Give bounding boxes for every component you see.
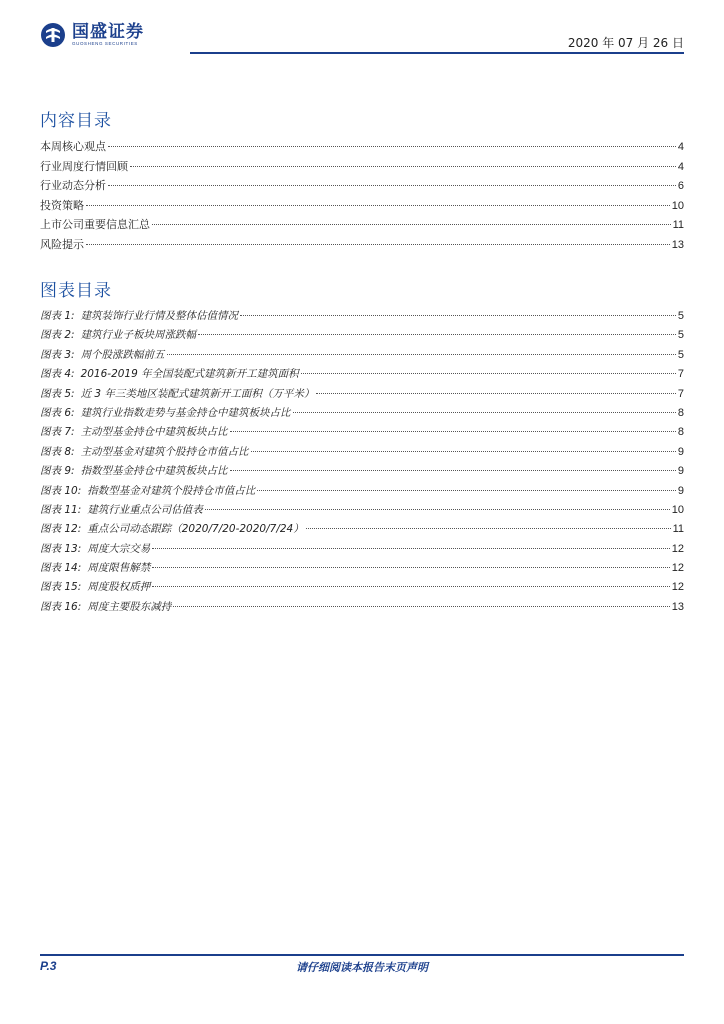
figure-entry-title: 建筑行业重点公司估值表 <box>87 503 203 516</box>
dot-leader <box>301 373 676 374</box>
dot-leader <box>251 451 676 452</box>
contents-title: 内容目录 <box>40 111 112 131</box>
figure-entry-number: 图表 12: <box>40 523 82 536</box>
dot-leader <box>306 528 671 529</box>
figure-entry[interactable] <box>40 463 684 482</box>
figure-entry-number: 图表 3: <box>40 348 75 361</box>
figure-entry-number: 图表 13: <box>40 542 82 555</box>
dot-leader <box>152 586 670 587</box>
toc-entry-page: 4 <box>677 141 684 153</box>
figure-entry-title: 重点公司动态跟踪（2020/7/20-2020/7/24） <box>87 523 304 536</box>
dot-leader <box>240 315 676 316</box>
toc-entry-label: 本周核心观点 <box>40 140 106 153</box>
toc-entry-label: 风险提示 <box>40 237 84 251</box>
figure-entry-title: 2016-2019 年全国装配式建筑新开工建筑面积 <box>80 368 299 381</box>
figure-entry-page: 10 <box>671 503 684 516</box>
dot-leader <box>293 412 676 413</box>
figure-entry-number: 图表 10: <box>40 484 82 497</box>
figure-entry[interactable] <box>40 405 684 424</box>
figure-entry-page: 5 <box>677 329 684 342</box>
figure-entry-title: 指数型基金持仓中建筑板块占比 <box>80 465 228 478</box>
toc-entry-label: 行业动态分析 <box>40 179 106 192</box>
figure-entry-number: 图表 1: <box>40 310 75 322</box>
figure-entry-number: 图表 6: <box>40 406 75 419</box>
toc-entry-page: 6 <box>677 180 684 192</box>
figure-entry-page: 9 <box>677 445 684 458</box>
figure-entry[interactable] <box>40 541 684 560</box>
figure-entry-number: 图表 11: <box>40 503 82 516</box>
figure-entry-title: 周度主要股东减持 <box>87 600 172 613</box>
figure-entry[interactable] <box>40 327 684 346</box>
figure-entry-page: 8 <box>677 406 684 419</box>
dot-leader <box>108 146 676 147</box>
dot-leader <box>152 567 670 568</box>
dot-leader <box>167 354 676 355</box>
figure-entry-page: 12 <box>671 542 684 555</box>
figure-entry-title: 建筑行业指数走势与基金持仓中建筑板块占比 <box>80 406 291 419</box>
figures-list <box>40 308 684 618</box>
figure-entry-title: 主动型基金持仓中建筑板块占比 <box>80 426 228 439</box>
figure-entry-title: 建筑装饰行业行情及整体估值情况 <box>80 310 239 322</box>
figure-entry[interactable] <box>40 424 684 443</box>
toc-entry-page: 4 <box>677 160 684 173</box>
figure-entry-page: 13 <box>671 600 684 613</box>
figure-entry[interactable] <box>40 521 684 540</box>
logo-icon <box>40 22 66 48</box>
figure-entry[interactable] <box>40 444 684 463</box>
dot-leader <box>86 205 670 206</box>
figure-entry-title: 周个股涨跌幅前五 <box>80 348 165 361</box>
dot-leader <box>257 490 676 491</box>
figure-entry-number: 图表 2: <box>40 329 75 342</box>
toc-entry-page: 13 <box>671 238 684 251</box>
dot-leader <box>205 509 670 510</box>
toc-entry-label: 投资策略 <box>40 198 84 212</box>
figure-entry-page: 8 <box>677 426 684 439</box>
dot-leader <box>230 470 676 471</box>
toc-entry-label: 上市公司重要信息汇总 <box>40 218 150 231</box>
toc-entry[interactable] <box>40 236 684 256</box>
toc-entry[interactable] <box>40 138 684 158</box>
figure-entry-number: 图表 4: <box>40 368 75 381</box>
dot-leader <box>152 548 670 549</box>
figure-entry-page: 11 <box>672 523 684 536</box>
figure-entry-title: 主动型基金对建筑个股持仓市值占比 <box>80 445 249 458</box>
dot-leader <box>152 224 671 225</box>
figure-entry-number: 图表 16: <box>40 600 82 613</box>
figure-entry[interactable] <box>40 347 684 366</box>
toc-entry[interactable] <box>40 216 684 236</box>
dot-leader <box>230 431 676 432</box>
figure-entry-page: 9 <box>677 484 684 497</box>
dot-leader <box>316 393 675 394</box>
page-number: P.3 <box>40 959 57 973</box>
footer-disclaimer: 请仔细阅读本报告末页声明 <box>296 961 428 974</box>
dot-leader <box>198 334 676 335</box>
dot-leader <box>108 185 676 186</box>
figure-entry[interactable] <box>40 502 684 521</box>
figure-entry-title: 周度大宗交易 <box>87 542 151 555</box>
dot-leader <box>130 166 676 167</box>
figure-entry-title: 指数型基金对建筑个股持仓市值占比 <box>87 484 256 497</box>
figure-entry-page: 5 <box>677 348 684 361</box>
dot-leader <box>173 606 670 607</box>
figure-entry-number: 图表 5: <box>40 387 75 400</box>
logo-text-cn: 国盛证券 <box>72 22 144 42</box>
toc-entry-label: 行业周度行情回顾 <box>40 159 128 173</box>
figure-entry[interactable] <box>40 560 684 579</box>
figure-entry-title: 周度股权质押 <box>87 581 151 594</box>
contents-list <box>40 138 684 255</box>
figure-entry-page: 7 <box>677 387 684 400</box>
figures-title: 图表目录 <box>40 281 112 301</box>
figure-entry-page: 12 <box>671 581 684 594</box>
figure-entry[interactable] <box>40 579 684 598</box>
logo-text-en: GUOSHENG SECURITIES <box>72 41 138 46</box>
figure-entry-title: 建筑行业子板块周涨跌幅 <box>80 329 197 342</box>
toc-entry-page: 10 <box>671 199 684 212</box>
footer-divider <box>40 954 684 956</box>
figure-entry-title: 周度限售解禁 <box>87 562 151 575</box>
figure-entry[interactable] <box>40 386 684 405</box>
figure-entry[interactable] <box>40 366 684 385</box>
toc-entry[interactable] <box>40 177 684 197</box>
figure-entry-number: 图表 7: <box>40 426 75 439</box>
toc-entry[interactable] <box>40 197 684 217</box>
toc-entry-page: 11 <box>672 219 684 231</box>
figure-entry[interactable] <box>40 483 684 502</box>
figure-entry-page: 5 <box>677 310 684 322</box>
figure-entry[interactable] <box>40 308 684 327</box>
report-date: 2020 年 07 月 26 日 <box>567 36 684 50</box>
figure-entry-number: 图表 15: <box>40 581 82 594</box>
figure-entry-number: 图表 14: <box>40 562 82 575</box>
header-divider <box>190 52 684 54</box>
figure-entry-title: 近 3 年三类地区装配式建筑新开工面积（万平米） <box>80 387 315 400</box>
figure-entry-page: 9 <box>677 465 684 478</box>
toc-entry[interactable] <box>40 158 684 178</box>
page-header <box>40 20 684 56</box>
figure-entry-number: 图表 8: <box>40 445 75 458</box>
figure-entry-page: 7 <box>677 368 684 381</box>
figure-entry-number: 图表 9: <box>40 465 75 478</box>
company-logo <box>40 22 144 48</box>
figure-entry-page: 12 <box>671 562 684 575</box>
dot-leader <box>86 244 670 245</box>
figure-entry[interactable] <box>40 599 684 618</box>
